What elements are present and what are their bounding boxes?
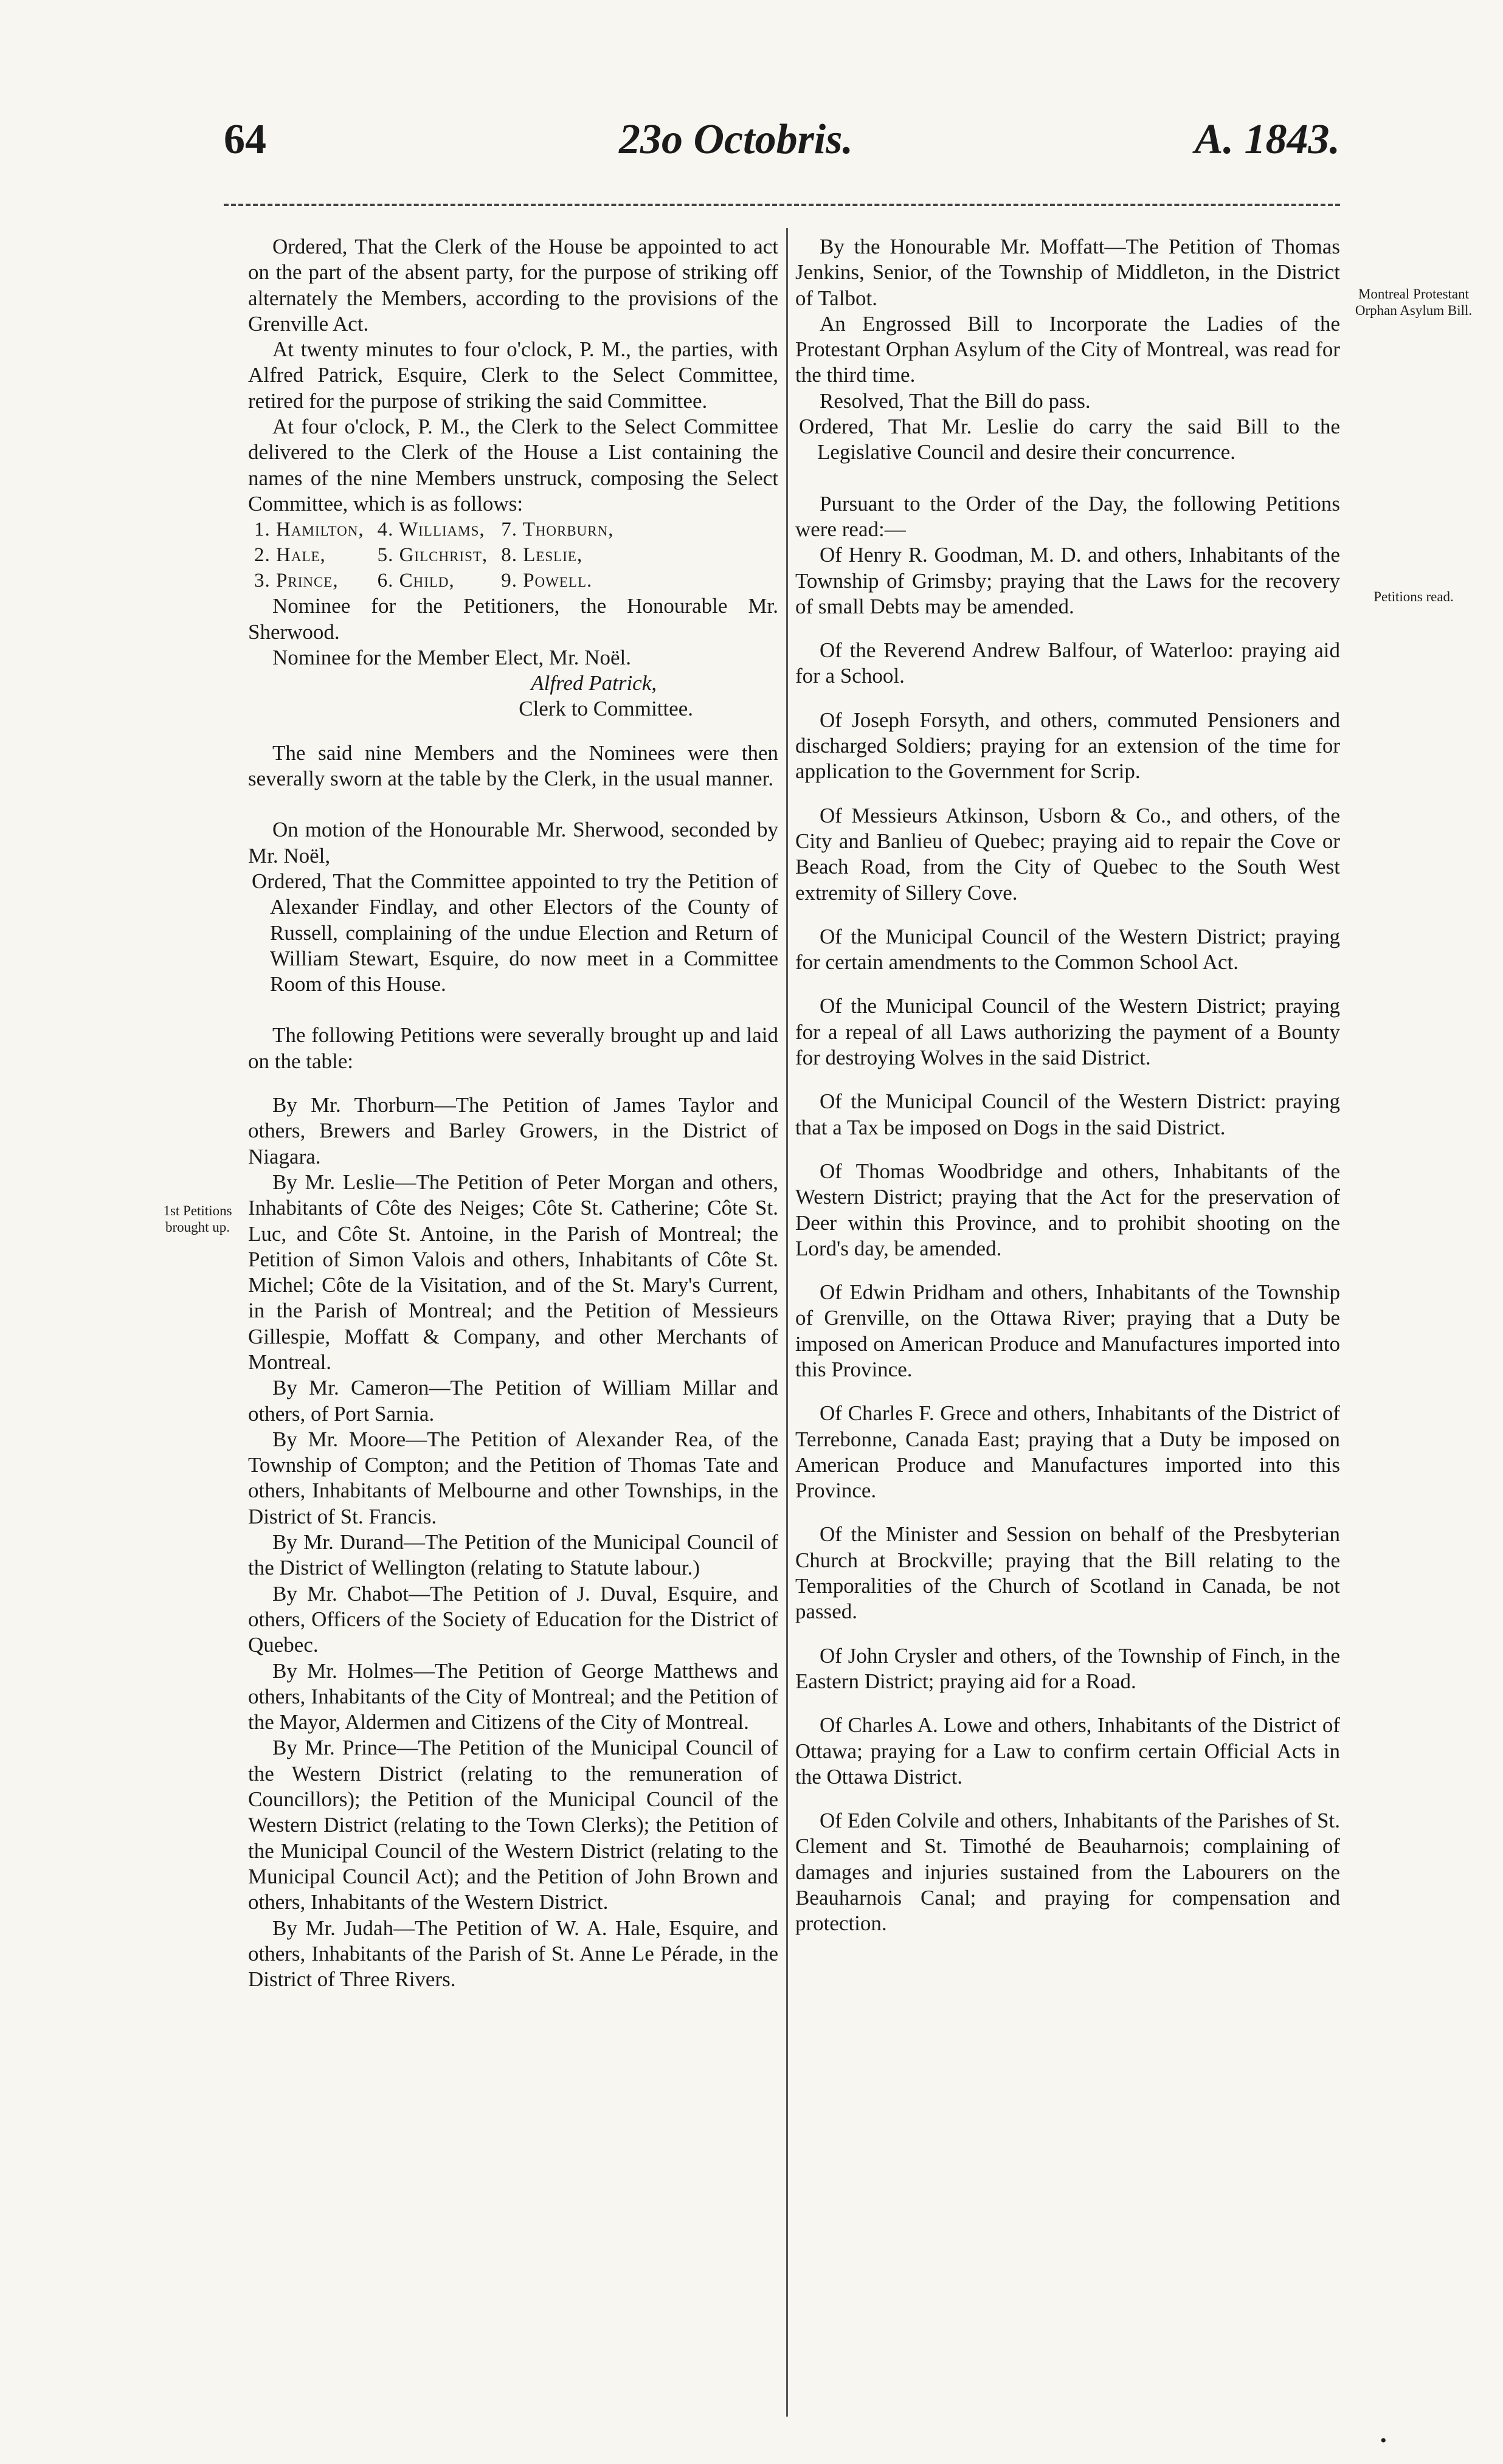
- paragraph: Of the Municipal Council of the Western District: praying that a Tax be imposed on Dogs in the said District.: [795, 1089, 1340, 1139]
- printer-mark: •: [1380, 2431, 1387, 2451]
- paragraph: By Mr. Moore—The Petition of Alexander Rea, of the Township of Compton; and the Petition of Thomas Tate and others, Inhabitants of Melbourne and other Townships, in the District of St. Francis.: [248, 1427, 778, 1528]
- member-name: 4. Williams,: [377, 519, 485, 541]
- committee-members-table: [254, 517, 627, 593]
- paragraph: Of Messieurs Atkinson, Usborn & Co., and others, of the City and Banlieu of Quebec; praying aid to repair the Cove or Beach Road, from the City of Quebec to the South West extremity of Sillery Cove.: [795, 803, 1340, 905]
- table-row: [254, 568, 627, 593]
- clerk-role: Clerk to Committee.: [519, 697, 693, 721]
- margin-note-orphan-asylum-bill: Montreal Protestant Orphan Asylum Bill.: [1355, 286, 1473, 318]
- paragraph: Of Henry R. Goodman, M. D. and others, Inhabitants of the Township of Grimsby; praying that the Laws for the recovery of small Debts may be amended.: [795, 543, 1340, 618]
- paragraph: Ordered, That Mr. Leslie do carry the said Bill to the Legislative Council and desire their concurrence.: [799, 415, 1340, 464]
- paragraph: At four o'clock, P. M., the Clerk to the Select Committee delivered to the Clerk of the House a List containing the names of the nine Members unstruck, composing the Select Committee, which is as follows:: [248, 415, 778, 516]
- paragraph: Nominee for the Petitioners, the Honourable Mr. Sherwood.: [248, 594, 778, 644]
- paragraph: By Mr. Judah—The Petition of W. A. Hale, Esquire, and others, Inhabitants of the Parish of St. Anne Le Pérade, in the District of Three Rivers.: [248, 1916, 778, 1992]
- page-header: [224, 116, 1340, 170]
- margin-note-petitions-read: Petitions read.: [1373, 589, 1454, 604]
- right-column: [795, 234, 1340, 1937]
- member-name: 3. Prince,: [254, 570, 339, 592]
- page-number: 64: [224, 116, 266, 163]
- page-date: 23o Octobris.: [619, 116, 853, 163]
- paragraph: Of the Reverend Andrew Balfour, of Waterloo: praying aid for a School.: [795, 638, 1340, 688]
- paragraph: Of the Municipal Council of the Western District; praying for a repeal of all Laws authorizing the payment of a Bounty for destroying Wolves in the said District.: [795, 994, 1340, 1070]
- member-name: 1. Hamilton,: [254, 519, 364, 541]
- paragraph: Of Joseph Forsyth, and others, commuted Pensioners and discharged Soldiers; praying for an extension of the time for application to the Government for Scrip.: [795, 708, 1340, 784]
- paragraph: Of the Minister and Session on behalf of the Presbyterian Church at Brockville; praying that the Bill relating to the Temporalities of the Church of Scotland in Canada, be not passed.: [795, 1522, 1340, 1624]
- table-row: [254, 542, 627, 568]
- header-rule: [224, 204, 1340, 206]
- paragraph: An Engrossed Bill to Incorporate the Ladies of the Protestant Orphan Asylum of the City of Montreal, was read for the third time.: [795, 311, 1340, 387]
- paragraph: Of Charles F. Grece and others, Inhabitants of the District of Terrebonne, Canada East; praying that a Duty be imposed on American Produce and Manufactures imported into this Province.: [795, 1401, 1340, 1503]
- member-name: 6. Child,: [377, 570, 455, 592]
- paragraph: By Mr. Holmes—The Petition of George Matthews and others, Inhabitants of the City of Montreal; and the Petition of the Mayor, Aldermen and Citizens of the City of Montreal.: [248, 1658, 778, 1734]
- paragraph: Resolved, That the Bill do pass.: [820, 388, 1091, 413]
- paragraph: By Mr. Durand—The Petition of the Municipal Council of the District of Wellington (relating to Statute labour.): [248, 1530, 778, 1580]
- paragraph: Pursuant to the Order of the Day, the following Petitions were read:—: [795, 491, 1340, 541]
- member-name: 7. Thorburn,: [501, 519, 614, 541]
- paragraph: By Mr. Prince—The Petition of the Municipal Council of the Western District (relating to the remuneration of Councillors); the Petition of the Municipal Council of the Western District (relating to the Town Clerks); the Petition of the Municipal Council of the Western District (relating to the Municipal Council Act); and the Petition of John Brown and others, Inhabitants of the Western District.: [248, 1736, 778, 1914]
- member-name: 5. Gilchrist,: [377, 544, 488, 567]
- paragraph: By Mr. Leslie—The Petition of Peter Morgan and others, Inhabitants of Côte des Neiges; Côte St. Catherine; Côte St. Luc, and Côte St. Antoine, in the Parish of Montreal; the Petition of Simon Valois and others, Inhabitants of Côte St. Michel; Côte de la Visitation, and of the St. Mary's Current, in the Parish of Montreal; and the Petition of Messieurs Gillespie, Moffatt & Company, and other Merchants of Montreal.: [248, 1170, 778, 1374]
- margin-note-petitions-brought-up: 1st Petitions brought up.: [163, 1203, 232, 1235]
- paragraph: Ordered, That the Clerk of the House be appointed to act on the part of the absent party, for the purpose of striking off alternately the Members, according to the provisions of the Grenville Act.: [248, 235, 778, 336]
- paragraph: By Mr. Thorburn—The Petition of James Taylor and others, Brewers and Barley Growers, in the District of Niagara.: [248, 1093, 778, 1168]
- paragraph: Of Eden Colvile and others, Inhabitants of the Parishes of St. Clement and St. Timothé de Beauharnois; complaining of damages and injuries sustained from the Labourers on the Beauharnois Canal; and praying for compensation and protection.: [795, 1809, 1340, 1936]
- paragraph: By Mr. Chabot—The Petition of J. Duval, Esquire, and others, Officers of the Society of Education for the District of Quebec.: [248, 1581, 778, 1657]
- paragraph: Of Thomas Woodbridge and others, Inhabitants of the Western District; praying that the Act for the preservation of Deer within this Province, and to prohibit shooting on the Lord's day, be amended.: [795, 1159, 1340, 1260]
- paragraph: The following Petitions were severally brought up and laid on the table:: [248, 1023, 778, 1073]
- column-divider: [786, 228, 788, 2417]
- paragraph: Nominee for the Member Elect, Mr. Noël.: [272, 645, 631, 669]
- paragraph: Of Charles A. Lowe and others, Inhabitants of the District of Ottawa; praying for a Law to confirm certain Official Acts in the Ottawa District.: [795, 1713, 1340, 1789]
- member-name: 2. Hale,: [254, 544, 326, 567]
- table-row: [254, 517, 627, 542]
- member-name: 8. Leslie,: [501, 544, 583, 567]
- paragraph: By the Honourable Mr. Moffatt—The Petition of Thomas Jenkins, Senior, of the Township of Middleton, in the District of Talbot.: [795, 235, 1340, 310]
- paragraph: The said nine Members and the Nominees were then severally sworn at the table by the Clerk, in the usual manner.: [248, 740, 778, 791]
- page-year: A. 1843.: [1194, 116, 1340, 163]
- member-name: 9. Powell.: [501, 570, 593, 592]
- paragraph: Of the Municipal Council of the Western District; praying for certain amendments to the Common School Act.: [795, 924, 1340, 975]
- paragraph: Ordered, That the Committee appointed to try the Petition of Alexander Findlay, and other Electors of the County of Russell, complaining of the undue Election and Return of William Stewart, Esquire, do now meet in a Committee Room of this House.: [252, 869, 778, 996]
- paragraph: At twenty minutes to four o'clock, P. M., the parties, with Alfred Patrick, Esquire, Clerk to the Select Committee, retired for the purpose of striking the said Committee.: [248, 337, 778, 413]
- clerk-signature: Alfred Patrick,: [531, 671, 657, 695]
- paragraph: On motion of the Honourable Mr. Sherwood, seconded by Mr. Noël,: [248, 818, 778, 868]
- paragraph: Of John Crysler and others, of the Township of Finch, in the Eastern District; praying aid for a Road.: [795, 1643, 1340, 1693]
- paragraph: Of Edwin Pridham and others, Inhabitants of the Township of Grenville, on the Ottawa River; praying that a Duty be imposed on American Produce and Manufactures imported into this Province.: [795, 1280, 1340, 1381]
- left-column: [248, 234, 778, 1992]
- paragraph: By Mr. Cameron—The Petition of William Millar and others, of Port Sarnia.: [248, 1376, 778, 1426]
